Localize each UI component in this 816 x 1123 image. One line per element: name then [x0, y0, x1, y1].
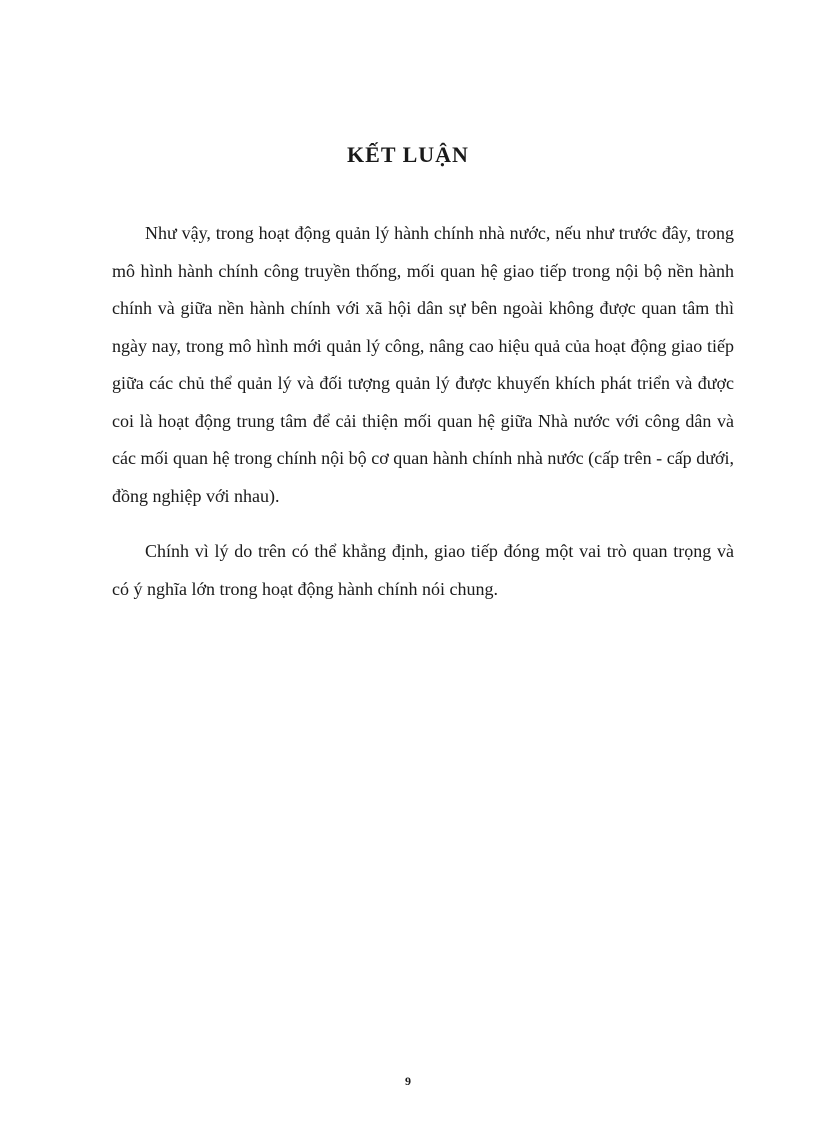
paragraph-1: Như vậy, trong hoạt động quản lý hành chính nhà nước, nếu như trước đây, trong mô hình hành chính công truyền thống, mối quan hệ giao tiếp trong nội bộ nền hành chính và giữa nền hành chính với xã hội dân sự bên ngoài không được quan tâm thì ngày nay, trong mô hình mới quản lý công, nâng cao hiệu quả của hoạt động giao tiếp giữa các chủ thể quản lý và đối tượng quản lý được khuyến khích phát triển và được coi là hoạt động trung tâm để cải thiện mối quan hệ giữa Nhà nước với công dân và các mối quan hệ trong chính nội bộ cơ quan hành chính nhà nước (cấp trên - cấp dưới, đồng nghiệp với nhau). [112, 223, 734, 506]
paragraph-2: Chính vì lý do trên có thể khẳng định, giao tiếp đóng một vai trò quan trọng và có ý nghĩa lớn trong hoạt động hành chính nói chung. [112, 541, 734, 599]
page-title: KẾT LUẬN [347, 142, 469, 167]
body-text [112, 215, 734, 608]
page-number: 9 [405, 1074, 411, 1088]
